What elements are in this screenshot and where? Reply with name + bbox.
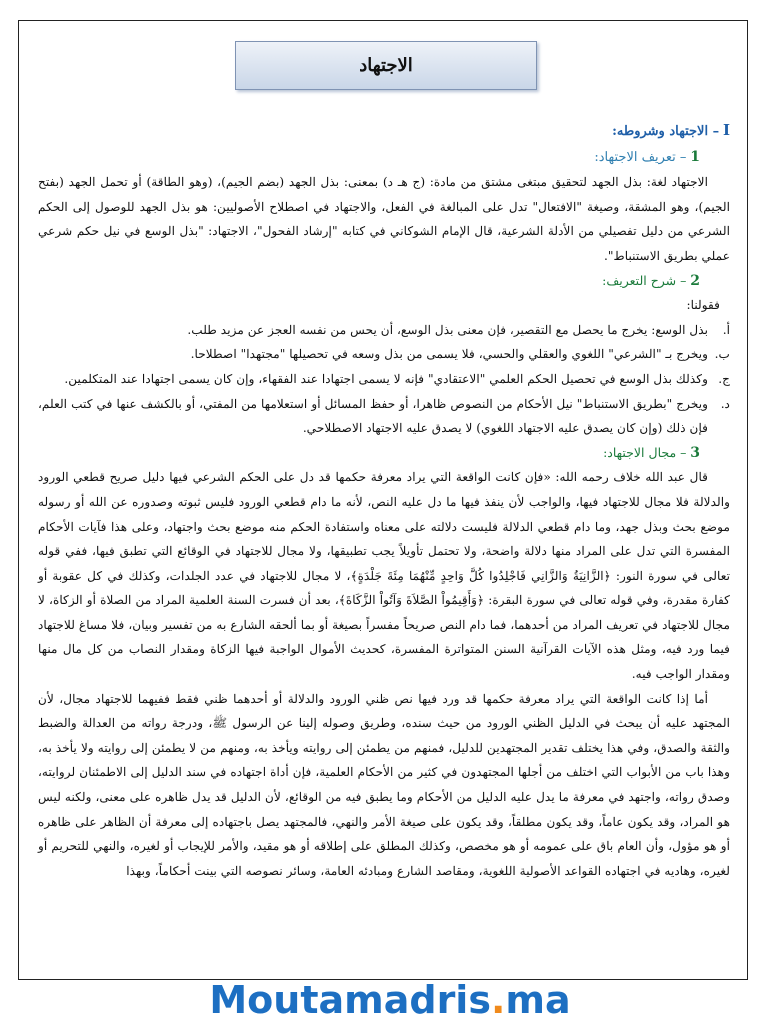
list-marker: ج.: [718, 371, 730, 386]
list-marker: د.: [720, 396, 730, 411]
list-text: بذل الوسع: يخرج ما يحصل مع التقصير، فإن معنى بذل الوسع، أن يحس من نفسه العجز عن مزيد طلب.: [187, 322, 708, 337]
definition-paragraph: الاجتهاد لغة: بذل الجهد لتحقيق مبتغى مشتق من مادة: (ج هـ د) بمعنى: بذل الجهد (بضم الجيم)، (وهو الطاقة) أو تحمل الجهد (بفتح الجيم)، وهو المشقة، وصيغة "الافتعال" تدل على المبالغة في الفعل، والاجتهاد في اصطلاح الأصوليين: هو بذل الجهد للوصول إلى الحكم الشرعي من دليل تفصيلي من الأدلة الشرعية، قال الإمام الشوكاني في كتابه "إرشاد الفحول"، الاجتهاد: "بذل الوسع في نيل حكم شرعي عملي بطريق الاستنباط".: [38, 175, 730, 263]
subsection-heading-1-1: [38, 145, 730, 171]
list-item: [38, 392, 730, 441]
subsection-title: – شرح التعريف:: [602, 272, 687, 288]
list-marker: ب.: [714, 347, 730, 362]
scope-paragraph-2: أما إذا كانت الواقعة التي يراد معرفة حكمها قد ورد فيها نص ظني الورود والدلالة أو أحدهما ظني فقط ففيهما للاجتهاد مجال، لأن المجتهد عليه أن يبحث في الدليل الظني الورود من حيث سنده، وطريق وصوله إلينا عن الرسول ﷺ، ودرجة رواته من العدالة والضبط والثقة والصدق، وفي هذا يختلف تقدير المجتهدين للدليل، فمنهم من يطمئن إلى روايته ويأخذ به، ومنهم من لا يطمئن إلى روايته ولا يأخذ به، وهذا باب من الأبواب التي اختلف من أجلها المجتهدون في كثير من الأحكام العلمية، فإن أداة اجتهاده في سند الدليل إلى الاطمئنان لروايته، وصدق رواته، واجتهد في معرفة ما يدل عليه الدليل من الأحكام وما يطبق فيه من الوقائع، لأن الدليل قد يدل ظاهره على معنى، ولكنه ليس هو المراد، وقد يكون عاماً، وقد يكون مطلقاً، وقد يكون على صيغة الأمر والنهي، فالمجتهد يصل باجتهاده إلى معرفة أن الظاهر على ظاهره أو هو مؤول، وأن العام باق على عمومه أو هو مخصص، وكذلك المطلق على إطلاقه أو هو مقيد، والأمر للإيجاب أو لغيره، والنهي للتحريم أو لغيره، وهاديه في اجتهاده القواعد الأصولية اللغوية، ومقاصد الشارع ومبادئه العامة، وسائر نصوصه التي بينت أحكاماً، وبهذا: [38, 691, 730, 878]
subsection-heading-1-3: [38, 441, 730, 466]
logo-main-text: Moutamadris: [209, 977, 491, 1022]
site-logo: [180, 975, 600, 1024]
subsection-title: – مجال الاجتهاد:: [603, 444, 687, 460]
page-title: الاجتهاد: [235, 41, 537, 90]
subsection-title: – تعريف الاجتهاد:: [594, 149, 687, 165]
subsection-heading-1-2: [38, 269, 730, 294]
list-text: ويخرج بـ "الشرعي" اللغوي والعقلي والحسي، فلا يسمى من بذل وسعه في تحصيلها "مجتهدا" اصطلاحا.: [190, 347, 708, 362]
list-item: [38, 342, 730, 367]
section-heading-1: [38, 118, 730, 145]
subsection-number: 3: [690, 444, 700, 461]
section-number: I: [722, 121, 730, 139]
subsection-number: 2: [690, 272, 700, 289]
scope-paragraph-1: قال عبد الله خلاف رحمه الله: «فإن كانت الواقعة التي يراد معرفة حكمها قد دل على الحكم الشرعي فيها دليل صريح قطعي الورود والدلالة فلا مجال للاجتهاد فيها، والواجب لأن ينفذ فيها ما دل عليه النص، لأنه ما دام قطعي الورود فليس ثبوته وصدوره عن الله أو رسوله موضع بحث وبذل جهد، وما دام قطعي الدلالة فليست دلالته على معناه واستفادة الحكم منه موضع بحث واجتهاد، وعلى هذا فآيات الأحكام المفسرة التي تدل على المراد منها دلالة واضحة، ولا تحتمل تأويلاً يجب تطبيقها، ولا مجال للاجتهاد في الوقائع التي تطبق فيها، ففي قوله تعالى في سورة النور: ﴿الزَّانِيَةُ وَالزَّانِي فَاجْلِدُوا كُلَّ وَاحِدٍ مِّنْهُمَا مِئَةَ جَلْدَةٍ﴾، لا مجال للاجتهاد في عدد الجلدات، وكذلك في كل عقوبة أو كفارة مقدرة، وفي قوله تعالى في سورة البقرة: ﴿وَأَقِيمُواْ الصَّلاَةَ وَآتُواْ الزَّكَاةَ﴾، بعد أن فسرت السنة العلمية المراد من الصلاة أو الزكاة، لا مجال للاجتهاد في تعريف المراد من أحدهما، فما دام النص صريحاً مفسراً بصيغة أو بما ألحقه الشارع به من تفسير وبيان، فلا مساغ للاجتهاد فيما ورد فيه، ومثل هذه الآيات القرآنية السنن المتواترة المفسرة، كحديث الأموال الواجبة فيها الزكاة ومقدار النصاب من كل مال منها ومقدار الواجب فيه.: [38, 470, 730, 682]
logo-dot: .: [490, 977, 506, 1022]
subsection-number: 1: [690, 148, 700, 165]
list-text: وكذلك بذل الوسع في تحصيل الحكم العلمي "الاعتقادي" فإنه لا يسمى اجتهادا عند الفقهاء، وإن كان يسمى اجتهادا عند المتكلمين.: [64, 371, 708, 386]
list-text: ويخرج "بطريق الاستنباط" نيل الأحكام من النصوص ظاهرا، أو حفظ المسائل أو استعلامها من المفتي، أو بالكشف عنها في كتب العلم، فإن ذلك (وإن كان يصدق عليه الاجتهاد اللغوي) لا يصدق عليه الاجتهاد الاصطلاحي.: [38, 396, 708, 436]
explanation-intro: فقولنا:: [686, 298, 720, 313]
document-body: [38, 118, 730, 883]
list-marker: أ.: [722, 322, 730, 337]
list-item: [38, 367, 730, 392]
list-item: [38, 318, 730, 343]
logo-tld-text: ma: [505, 977, 571, 1022]
section-title: – الاجتهاد وشروطه:: [612, 124, 720, 139]
